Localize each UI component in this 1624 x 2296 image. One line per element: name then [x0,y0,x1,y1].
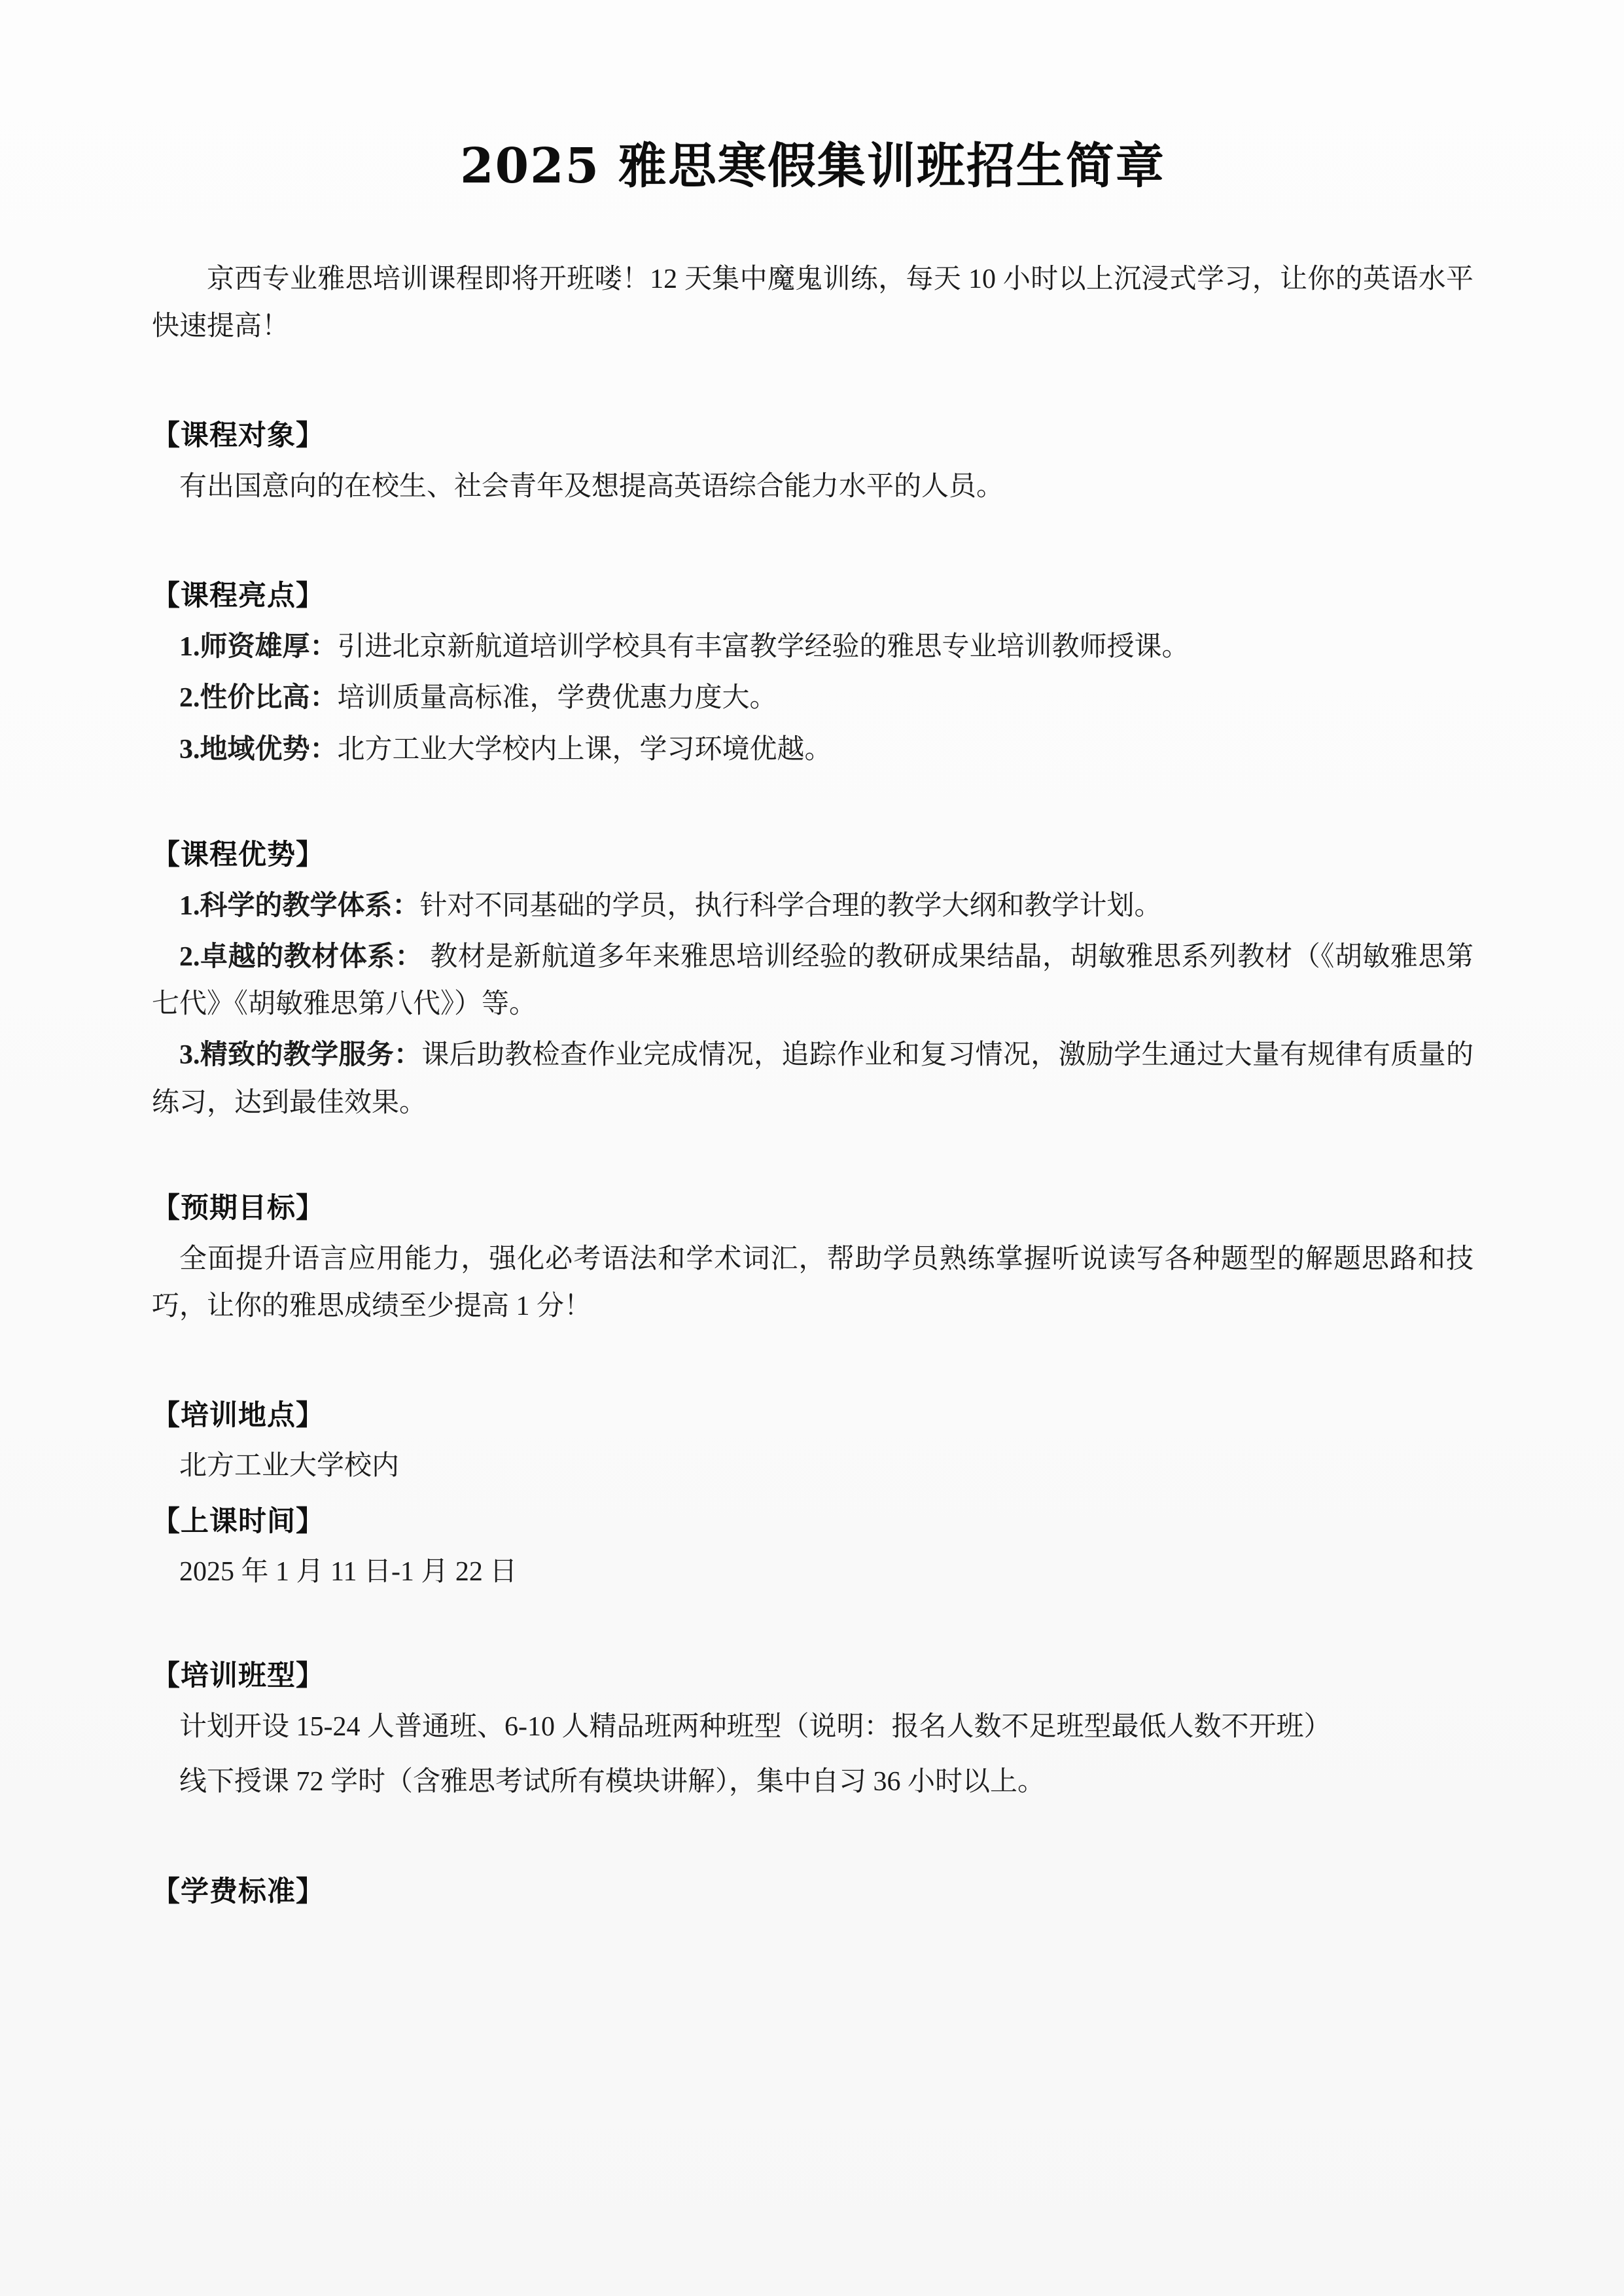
list-item-number: 2. [179,683,200,714]
spacer [152,518,1474,544]
list-item-label: 性价比高： [200,683,338,714]
section-heading-advantages: 【课程优势】 [152,839,325,871]
spacer [152,358,1474,384]
list-item-text: 北方工业大学校内上课，学习环境优越。 [337,734,832,765]
section-heading-goals: 【预期目标】 [152,1192,325,1224]
list-item-label: 卓越的教材体系： [200,941,423,972]
section-text-class-types-2: 线下授课 72 学时（含雅思考试所有模块讲解），集中自习 36 小时以上。 [179,1767,1046,1798]
section-heading-location: 【培训地点】 [152,1400,325,1432]
list-item-text: 培训质量高标准，学费优惠力度大。 [337,683,777,714]
section-text-location: 北方工业大学校内 [179,1450,400,1481]
section-text-schedule: 2025 年 1 月 11 日-1 月 22 日 [179,1557,518,1588]
section-heading-schedule: 【上课时间】 [152,1506,325,1538]
spacer [152,1338,1474,1364]
list-item-label: 地域优势： [200,734,338,765]
list-item-number: 3. [179,1040,200,1071]
spacer [152,1814,1474,1840]
list-item [152,726,1474,773]
intro-paragraph: 京西专业雅思培训课程即将开班喽！12 天集中魔鬼训练，每天 10 小时以上沉浸式学习，让你的英语水平快速提高！ [152,264,1474,342]
spacer [152,777,1474,803]
list-item-number: 2. [179,941,200,972]
section-text-goals: 全面提升语言应用能力，强化必考语法和学术词汇，帮助学员熟练掌握听说读写各种题型的解题思路和技巧，让你的雅思成绩至少提高 1 分！ [152,1244,1474,1321]
spacer [152,1598,1474,1624]
list-item-text: 课后助教检查作业完成情况，追踪作业和复习情况，激励学生通过大量有规律有质量的练习，达到最佳效果。 [152,1040,1474,1118]
section-heading-highlights: 【课程亮点】 [152,581,325,612]
list-item-label: 师资雄厚： [200,632,338,663]
list-item [152,623,1474,670]
list-item-text: 教材是新航道多年来雅思培训经验的教研成果结晶，胡敏雅思系列教材（《胡敏雅思第七代》《胡敏雅思第八代》）等。 [152,941,1474,1020]
section-heading-course-target: 【课程对象】 [152,421,325,452]
list-item [152,674,1474,722]
list-item-text: 引进北京新航道培训学校具有丰富教学经验的雅思专业培训教师授课。 [337,632,1190,663]
list-item-label: 科学的教学体系： [200,890,420,921]
document-body [152,137,1474,1919]
list-item [152,933,1474,1028]
list-item-number: 1. [179,632,200,663]
list-item-number: 3. [179,734,200,765]
list-item [152,1032,1474,1126]
page-title: 2025 雅思寒假集训班招生简章 [460,138,1165,194]
list-item-text: 针对不同基础的学员，执行科学合理的教学大纲和教学计划。 [419,890,1162,921]
section-heading-tuition: 【学费标准】 [152,1876,325,1907]
list-item [152,882,1474,930]
section-text-course-target: 有出国意向的在校生、社会青年及想提高英语综合能力水平的人员。 [179,472,1004,502]
list-item-label: 精致的教学服务： [200,1040,422,1071]
section-text-class-types-1: 计划开设 15-24 人普通班、6-10 人精品班两种班型（说明：报名人数不足班型最低人数不开班） [179,1712,1332,1743]
list-item-number: 1. [179,890,200,921]
section-heading-class-types: 【培训班型】 [152,1661,325,1692]
spacer [152,1130,1474,1157]
